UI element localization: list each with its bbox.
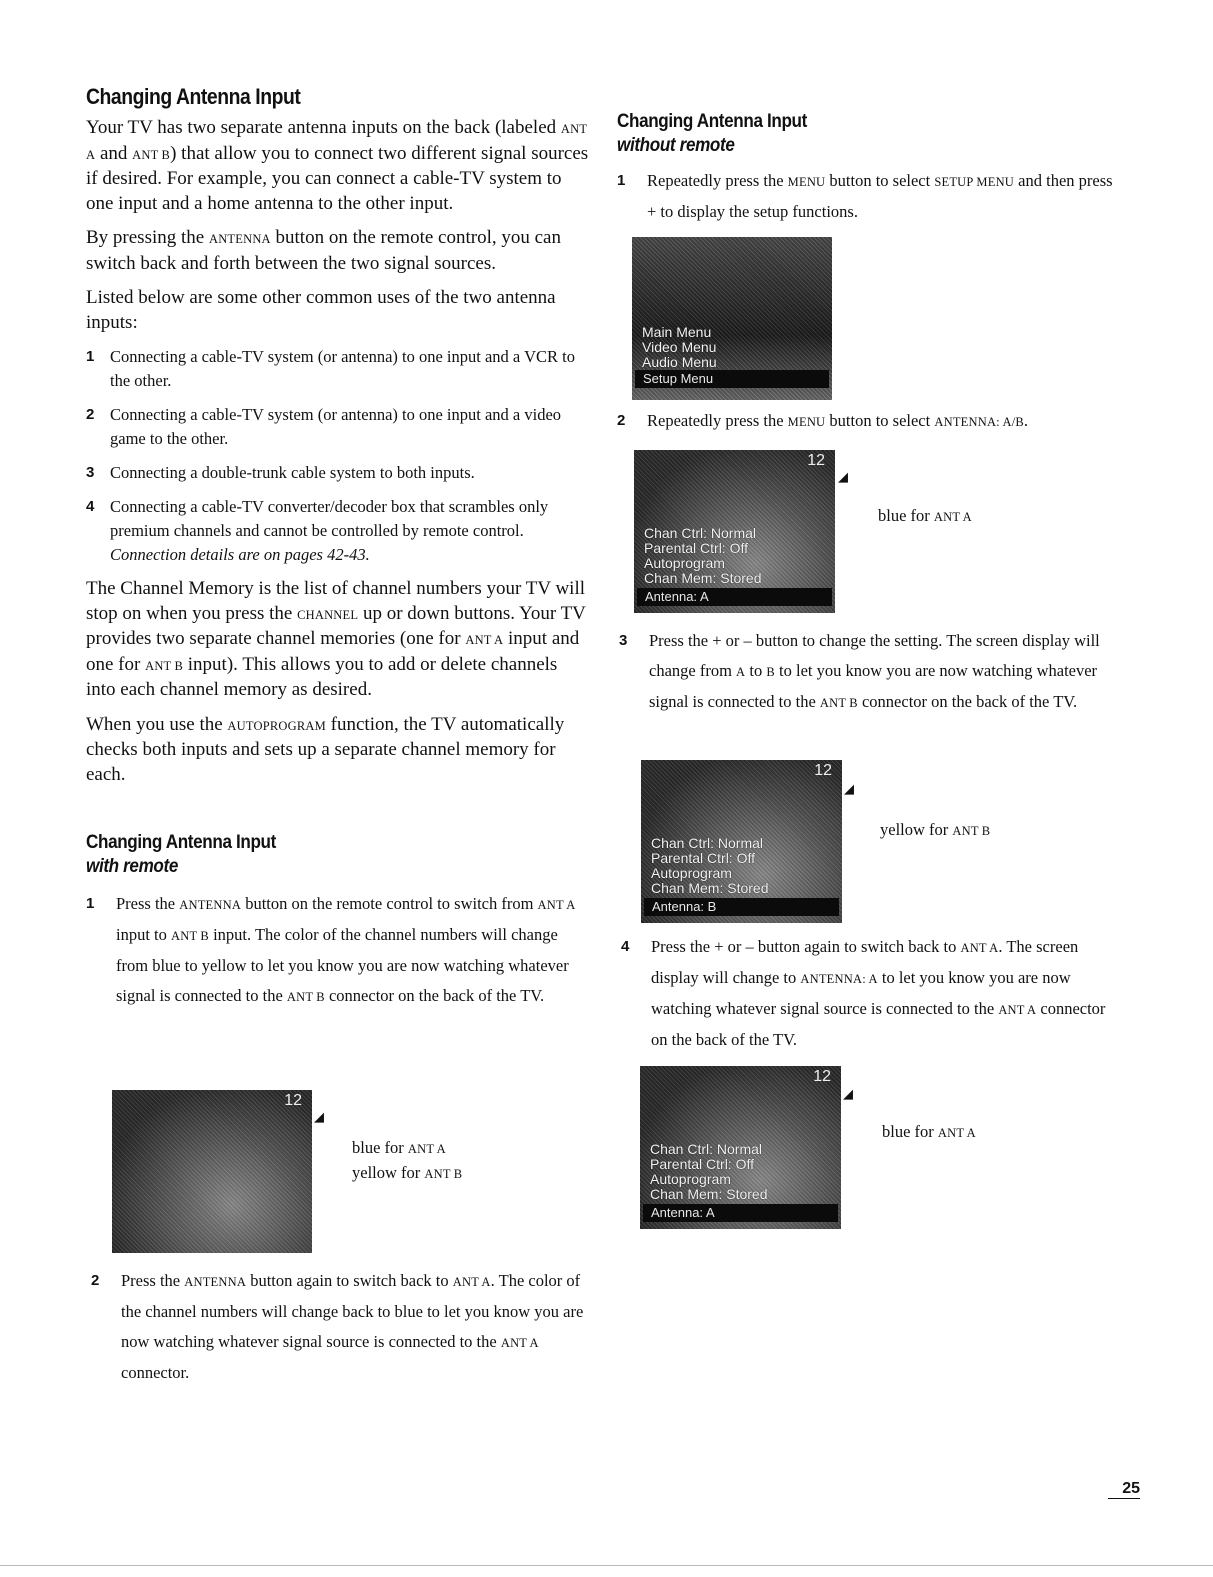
- step-4: [621, 932, 1121, 1055]
- color-note: blue for ANT A: [878, 506, 972, 525]
- color-note: yellow for ANT B: [880, 820, 991, 839]
- without-remote-heading: Changing Antenna Input: [617, 111, 807, 132]
- menu-highlight-bar: Antenna: A: [637, 588, 832, 606]
- page-number: 25: [1108, 1480, 1140, 1499]
- step-item: 1 Repeatedly press the MENU button to select SETUP MENU and then press + to display the setup functions.: [617, 171, 1113, 221]
- section-heading: Changing Antenna Input: [86, 84, 301, 109]
- with-remote-subheading: with remote: [86, 856, 179, 877]
- step-item: 1 Press the ANTENNA button on the remote control to switch from ANT A input to ANT B input. The color of the channel numbers will change from blue to yellow to let you know you are now watching whatever signal is connected to the ANT B connector on the back of the TV.: [86, 894, 576, 1005]
- antenna-button-paragraph: By pressing the ANTENNA button on the remote control, you can switch back and forth between the two signal sources.: [86, 227, 561, 274]
- pointer-arrow-icon: ◢: [844, 782, 854, 797]
- pointer-arrow-icon: ◢: [838, 470, 848, 485]
- step-item: 3 Press the + or – button to change the setting. The screen display will change from A to B to let you know you are now watching whatever signal is connected to the ANT B connector on the back of the TV.: [619, 631, 1100, 711]
- right-column: [617, 110, 1117, 158]
- antenna-a-return-screen: 12 Chan Ctrl: Normal Parental Ctrl: Off Autoprogram Chan Mem: Stored Antenna: A: [640, 1066, 841, 1229]
- without-remote-subheading: without remote: [617, 135, 735, 156]
- list-item: 2 Connecting a cable-TV system (or antenna) to one input and a video game to the other.: [86, 405, 562, 448]
- with-remote-step-2: [91, 1266, 591, 1388]
- channel-memory-paragraph: The Channel Memory is the list of channel numbers your TV will stop on when you press the CHANNEL up or down buttons. Your TV provides two separate channel memories (one for ANT A input and one for ANT B input). This allows you to add or delete channels into each channel memory as desired.: [86, 578, 586, 700]
- color-note: blue for ANT A yellow for ANT B: [352, 1138, 463, 1182]
- menu-highlight-bar: Antenna: A: [643, 1204, 838, 1222]
- list-item: 4 Connecting a cable-TV converter/decoder box that scrambles only premium channels and cannot be controlled by remote control. Connection details are on pages 42-43.: [86, 497, 549, 564]
- antenna-a-screen: 12 Chan Ctrl: Normal Parental Ctrl: Off Autoprogram Chan Mem: Stored Antenna: A: [634, 450, 835, 613]
- menu-highlight-bar: Setup Menu: [635, 370, 829, 388]
- setup-menu-screen: Main Menu Video Menu Audio Menu Setup Menu: [632, 237, 832, 400]
- menu-highlight-bar: Antenna: B: [644, 898, 839, 916]
- tv-screen-image: 12: [112, 1090, 312, 1253]
- bottom-rule: [0, 1565, 1213, 1566]
- with-remote-heading: Changing Antenna Input: [86, 832, 276, 853]
- antenna-b-screen: 12 Chan Ctrl: Normal Parental Ctrl: Off Autoprogram Chan Mem: Stored Antenna: B: [641, 760, 842, 923]
- intro-paragraph: Your TV has two separate antenna inputs on the back (labeled ANT A and ANT B) that allow you to connect two different signal sources if desired. For example, you can connect a cable-TV system to one input and a home antenna to the other input.: [86, 117, 589, 214]
- uses-list: [86, 345, 591, 567]
- with-remote-steps: [86, 889, 591, 1012]
- list-item: 3 Connecting a double-trunk cable system to both inputs.: [86, 463, 475, 482]
- step-1: [617, 166, 1117, 227]
- uses-intro: Listed below are some other common uses of the two antenna inputs:: [86, 287, 556, 333]
- left-column: [86, 84, 591, 1012]
- color-note: blue for ANT A: [882, 1122, 976, 1141]
- step-item: 2 Repeatedly press the MENU button to select ANTENNA: A/B.: [617, 411, 1029, 430]
- pointer-arrow-icon: ◢: [314, 1110, 324, 1125]
- step-2: [617, 406, 1117, 437]
- step-item: 2 Press the ANTENNA button again to switch back to ANT A. The color of the channel numbers will change back to blue to let you know you are now watching whatever signal source is connected to the ANT A connector.: [91, 1271, 584, 1382]
- step-3: [619, 626, 1117, 718]
- autoprogram-paragraph: When you use the AUTOPROGRAM function, the TV automatically checks both inputs and sets up a separate channel memory for each.: [86, 713, 565, 785]
- list-item: 1 Connecting a cable-TV system (or antenna) to one input and a VCR to the other.: [86, 347, 575, 390]
- step-item: 4 Press the + or – button again to switch back to ANT A. The screen display will change to ANTENNA: A to let you know you are now watching whatever signal source is connected to the ANT A connector on the back of the TV.: [621, 937, 1106, 1049]
- pointer-arrow-icon: ◢: [843, 1087, 853, 1102]
